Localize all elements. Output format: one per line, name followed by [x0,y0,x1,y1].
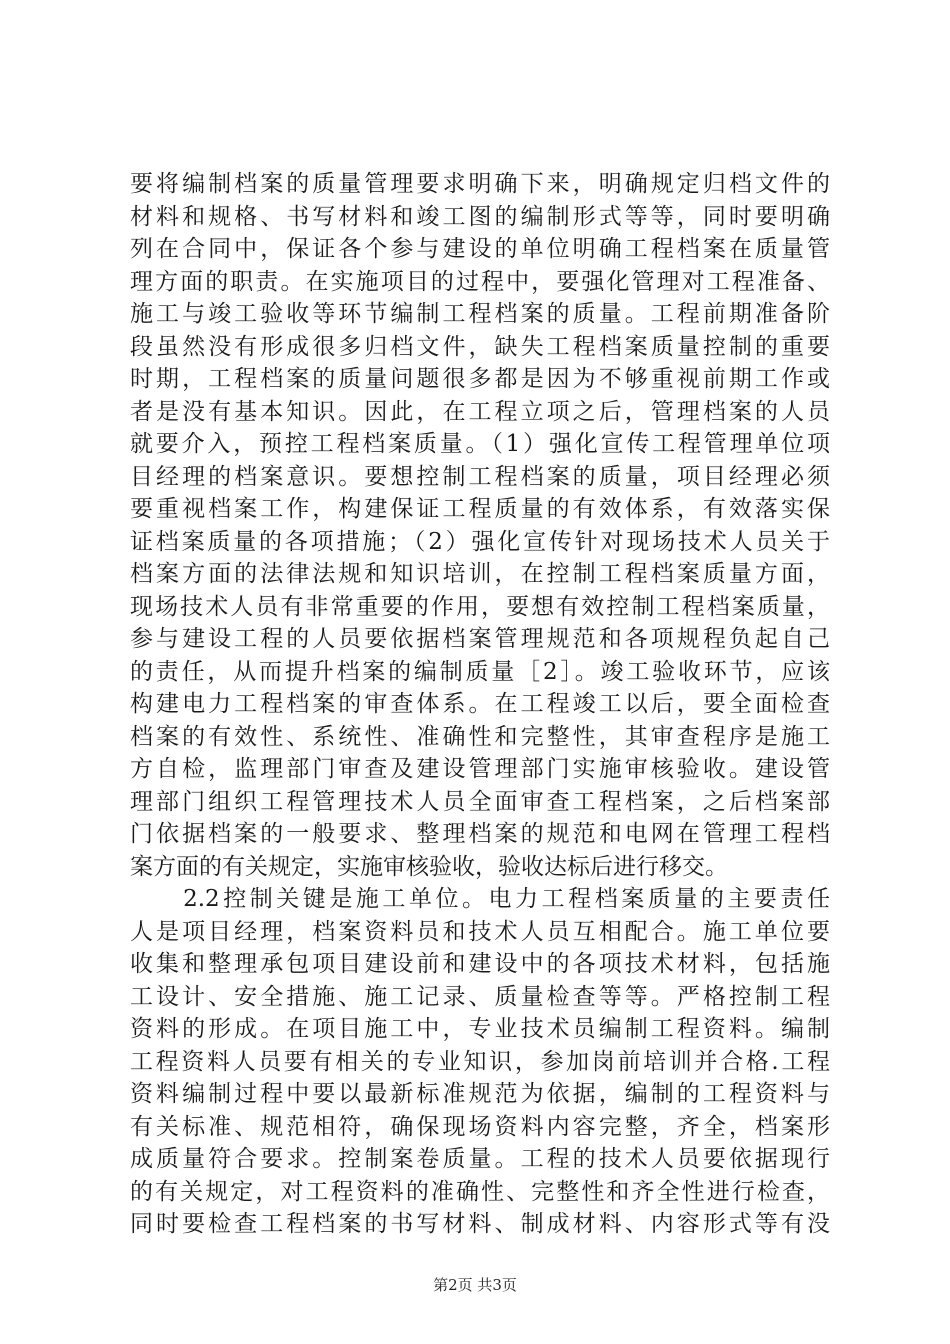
text-line: 的有关规定，对工程资料的准确性、完整性和齐全性进行检查， [130,1178,830,1205]
text-line: 工设计、安全措施、施工记录、质量检查等等。严格控制工程 [130,983,830,1010]
text-line: 案方面的有关规定，实施审核验收，验收达标后进行移交。 [130,853,728,880]
text-line: 证档案质量的各项措施；（2）强化宣传针对现场技术人员关于 [130,528,830,555]
text-line: 材料和规格、书写材料和竣工图的编制形式等等，同时要明确 [130,203,830,230]
text-line: 方自检，监理部门审查及建设管理部门实施审核验收。建设管 [130,756,830,782]
text-line: 列在合同中，保证各个参与建设的单位明确工程档案在质量管 [130,236,830,262]
text-line: 资料的形成。在项目施工中，专业技术员编制工程资料。编制 [130,1016,830,1042]
text-line: 构建电力工程档案的审查体系。在工程竣工以后，要全面检查 [130,691,830,717]
text-line: 门依据档案的一般要求、整理档案的规范和电网在管理工程档 [130,821,830,847]
body-text [130,168,830,1241]
text-line: 就要介入，预控工程档案质量。（1）强化宣传工程管理单位项 [130,431,830,457]
text-line: 成质量符合要求。控制案卷质量。工程的技术人员要依据现行 [130,1146,830,1172]
text-line: 理部门组织工程管理技术人员全面审查工程档案，之后档案部 [130,788,830,815]
text-line: 档案方面的法律法规和知识培训，在控制工程档案质量方面， [130,561,830,587]
text-line: 施工与竣工验收等环节编制工程档案的质量。工程前期准备阶 [130,301,830,327]
text-line: 要将编制档案的质量管理要求明确下来，明确规定归档文件的 [130,171,830,197]
text-line: 工程资料人员要有相关的专业知识，参加岗前培训并合格.工程 [130,1048,830,1075]
text-line: 理方面的职责。在实施项目的过程中，要强化管理对工程准备、 [130,268,830,295]
text-line: 2.2控制关键是施工单位。电力工程档案质量的主要责任 [130,886,830,912]
page-footer: 第2页 共3页 [433,1276,517,1294]
text-line: 同时要检查工程档案的书写材料、制成材料、内容形式等有没 [130,1211,830,1237]
text-line: 要重视档案工作，构建保证工程质量的有效体系，有效落实保 [130,496,830,522]
text-line: 参与建设工程的人员要依据档案管理规范和各项规程负起自己 [130,626,830,652]
text-line: 档案的有效性、系统性、准确性和完整性，其审查程序是施工 [130,723,830,750]
text-line: 目经理的档案意识。要想控制工程档案的质量，项目经理必须 [130,463,830,490]
text-line: 现场技术人员有非常重要的作用，要想有效控制工程档案质量， [130,593,830,620]
text-line: 资料编制过程中要以最新标准规范为依据，编制的工程资料与 [130,1081,830,1107]
text-line: 段虽然没有形成很多归档文件，缺失工程档案质量控制的重要 [130,333,830,360]
text-line: 收集和整理承包项目建设前和建设中的各项技术材料，包括施 [130,951,830,977]
text-line: 的责任，从而提升档案的编制质量［2］。竣工验收环节，应该 [130,658,830,685]
text-line: 者是没有基本知识。因此，在工程立项之后，管理档案的人员 [130,398,830,425]
text-line: 时期，工程档案的质量问题很多都是因为不够重视前期工作或 [130,366,830,392]
text-line: 人是项目经理，档案资料员和技术人员互相配合。施工单位要 [130,918,830,945]
text-line: 有关标准、规范相符，确保现场资料内容完整，齐全，档案形 [130,1113,830,1140]
